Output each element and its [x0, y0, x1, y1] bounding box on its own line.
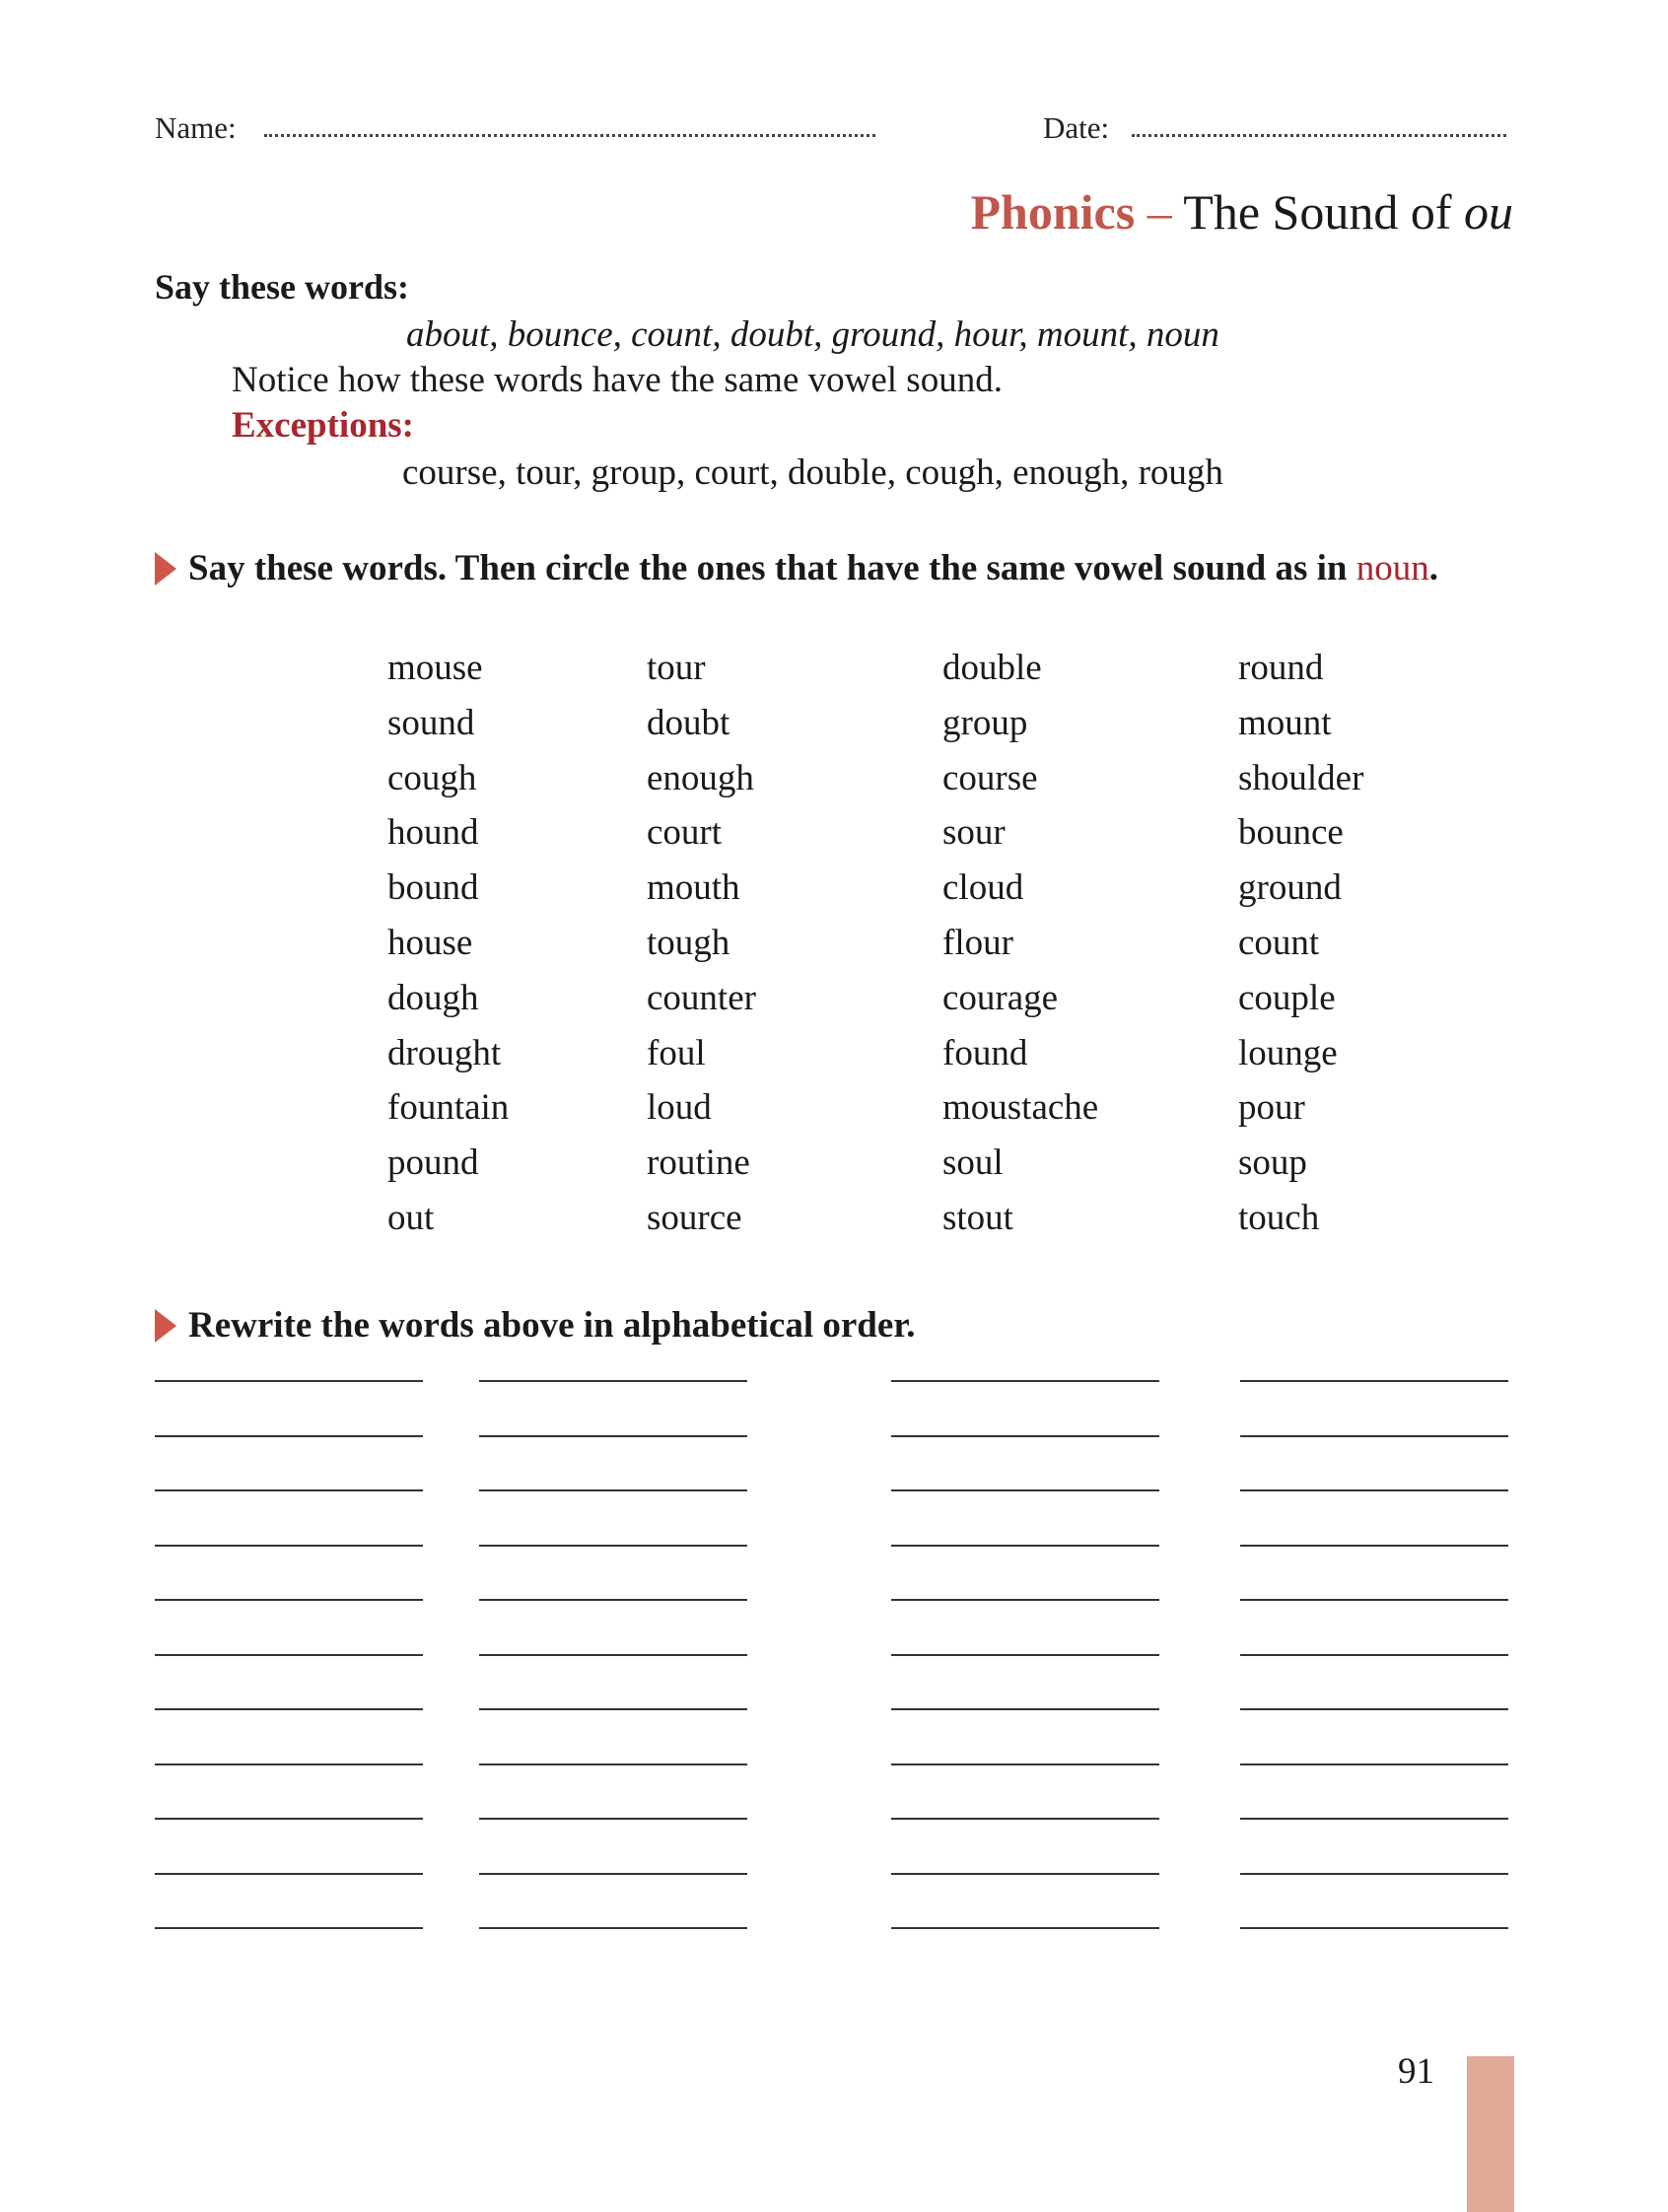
word-item[interactable]: lounge [1238, 1032, 1338, 1073]
answer-line[interactable] [1240, 1545, 1508, 1547]
word-item[interactable]: mouth [647, 867, 740, 909]
word-item[interactable]: soup [1238, 1142, 1307, 1184]
answer-line[interactable] [891, 1599, 1159, 1601]
answer-line[interactable] [155, 1545, 423, 1547]
triangle-bullet-icon [155, 1309, 176, 1343]
page-title [970, 183, 1513, 241]
answer-line[interactable] [891, 1545, 1159, 1547]
word-item[interactable]: fountain [387, 1087, 510, 1129]
word-item[interactable]: moustache [942, 1087, 1099, 1129]
answer-line[interactable] [155, 1654, 423, 1656]
triangle-bullet-icon [155, 552, 176, 586]
answer-line[interactable] [155, 1380, 423, 1382]
word-item[interactable]: cough [387, 757, 477, 798]
word-item[interactable]: counter [647, 977, 756, 1018]
answer-line[interactable] [155, 1818, 423, 1820]
word-item[interactable]: shoulder [1238, 757, 1364, 798]
word-item[interactable]: flour [942, 922, 1013, 963]
answer-line[interactable] [1240, 1927, 1508, 1929]
word-item[interactable]: round [1238, 648, 1324, 688]
answer-line[interactable] [891, 1380, 1159, 1382]
word-item[interactable]: mount [1238, 702, 1332, 743]
word-item[interactable]: stout [942, 1197, 1013, 1238]
word-item[interactable]: cloud [942, 867, 1024, 909]
word-item[interactable]: soul [942, 1142, 1004, 1184]
answer-line[interactable] [891, 1818, 1159, 1820]
answer-column-1 [155, 1380, 423, 1982]
answer-line[interactable] [479, 1599, 747, 1601]
answer-line[interactable] [479, 1435, 747, 1437]
title-dash: – [1147, 184, 1172, 240]
name-field[interactable] [264, 134, 875, 137]
word-item[interactable]: bounce [1238, 812, 1344, 854]
word-column-3 [942, 643, 1098, 1248]
word-item[interactable]: courage [942, 977, 1059, 1018]
answer-line[interactable] [155, 1763, 423, 1765]
answer-line[interactable] [155, 1489, 423, 1491]
exception-words: course, tour, group, court, double, cough, enough, rough [402, 452, 1223, 493]
word-item[interactable]: touch [1238, 1197, 1320, 1238]
notice-text: Notice how these words have the same vowel sound. [232, 360, 1003, 400]
word-column-1 [387, 643, 509, 1248]
task2-instruction-text: Rewrite the words above in alphabetical order. [188, 1305, 916, 1346]
word-item[interactable]: loud [647, 1087, 712, 1129]
title-subject: Phonics [970, 184, 1136, 240]
word-item[interactable]: hound [387, 812, 479, 854]
word-item[interactable]: out [387, 1197, 435, 1238]
answer-column-4 [1240, 1380, 1508, 1982]
answer-line[interactable] [1240, 1435, 1508, 1437]
word-item[interactable]: pour [1238, 1087, 1305, 1129]
title-topic: The Sound of [1183, 184, 1452, 240]
answer-line[interactable] [479, 1763, 747, 1765]
word-column-2 [647, 643, 756, 1248]
answer-line[interactable] [891, 1927, 1159, 1929]
word-item[interactable]: court [647, 812, 723, 854]
task2-instruction [155, 1304, 916, 1347]
word-item[interactable]: tour [647, 648, 706, 688]
word-item[interactable]: tough [647, 922, 730, 963]
answer-line[interactable] [1240, 1818, 1508, 1820]
answer-line[interactable] [479, 1545, 747, 1547]
answer-line[interactable] [479, 1708, 747, 1710]
word-item[interactable]: house [387, 922, 473, 963]
answer-column-2 [479, 1380, 747, 1982]
task1-instruction [155, 547, 1438, 589]
example-words: about, bounce, count, doubt, ground, hour, mount, noun [406, 314, 1219, 355]
word-item[interactable]: sound [387, 702, 475, 743]
word-item[interactable]: bound [387, 867, 479, 909]
date-label: Date: [1043, 110, 1110, 145]
page-number: 91 [1398, 2051, 1434, 2092]
answer-column-3 [891, 1380, 1159, 1982]
answer-line[interactable] [155, 1708, 423, 1710]
word-item[interactable]: routine [647, 1142, 750, 1184]
answer-line[interactable] [479, 1927, 747, 1929]
exceptions-label: Exceptions: [232, 405, 414, 446]
word-item[interactable]: ground [1238, 867, 1342, 909]
answer-line[interactable] [1240, 1873, 1508, 1875]
answer-line[interactable] [1240, 1708, 1508, 1710]
page-tab [1467, 2056, 1514, 2212]
answer-line[interactable] [479, 1380, 747, 1382]
answer-line[interactable] [155, 1927, 423, 1929]
word-item[interactable]: enough [647, 757, 754, 798]
answer-line[interactable] [1240, 1763, 1508, 1765]
word-item[interactable]: dough [387, 977, 479, 1018]
answer-line[interactable] [1240, 1380, 1508, 1382]
word-column-4 [1238, 643, 1363, 1248]
answer-line[interactable] [891, 1489, 1159, 1491]
word-item[interactable]: foul [647, 1032, 706, 1073]
answer-line[interactable] [891, 1763, 1159, 1765]
name-label: Name: [155, 110, 237, 145]
title-letters: ou [1464, 184, 1513, 240]
answer-line[interactable] [479, 1818, 747, 1820]
word-item[interactable]: sour [942, 812, 1006, 854]
word-item[interactable]: source [647, 1197, 742, 1238]
word-item[interactable]: couple [1238, 977, 1336, 1018]
answer-line[interactable] [155, 1873, 423, 1875]
answer-line[interactable] [1240, 1654, 1508, 1656]
word-item[interactable]: group [942, 702, 1028, 743]
task1-instruction-text: Say these words. Then circle the ones that have the same vowel sound as in [188, 548, 1348, 588]
date-field[interactable] [1132, 134, 1506, 137]
answer-line[interactable] [479, 1654, 747, 1656]
answer-line[interactable] [891, 1708, 1159, 1710]
word-item[interactable]: mouse [387, 648, 483, 688]
word-item[interactable]: double [942, 648, 1042, 688]
answer-line[interactable] [479, 1873, 747, 1875]
intro-heading: Say these words: [155, 267, 409, 307]
task1-target-word: noun [1355, 548, 1429, 588]
answer-line[interactable] [1240, 1599, 1508, 1601]
answer-line[interactable] [479, 1489, 747, 1491]
word-item[interactable]: pound [387, 1142, 479, 1184]
word-item[interactable]: drought [387, 1032, 502, 1073]
word-item[interactable]: doubt [647, 702, 730, 743]
answer-line[interactable] [891, 1435, 1159, 1437]
answer-line[interactable] [891, 1873, 1159, 1875]
word-item[interactable]: course [942, 757, 1038, 798]
answer-line[interactable] [155, 1599, 423, 1601]
answer-line[interactable] [891, 1654, 1159, 1656]
word-item[interactable]: found [942, 1032, 1028, 1073]
task1-end-punct: . [1428, 548, 1438, 588]
answer-line[interactable] [1240, 1489, 1508, 1491]
answer-line[interactable] [155, 1435, 423, 1437]
word-item[interactable]: count [1238, 922, 1320, 963]
